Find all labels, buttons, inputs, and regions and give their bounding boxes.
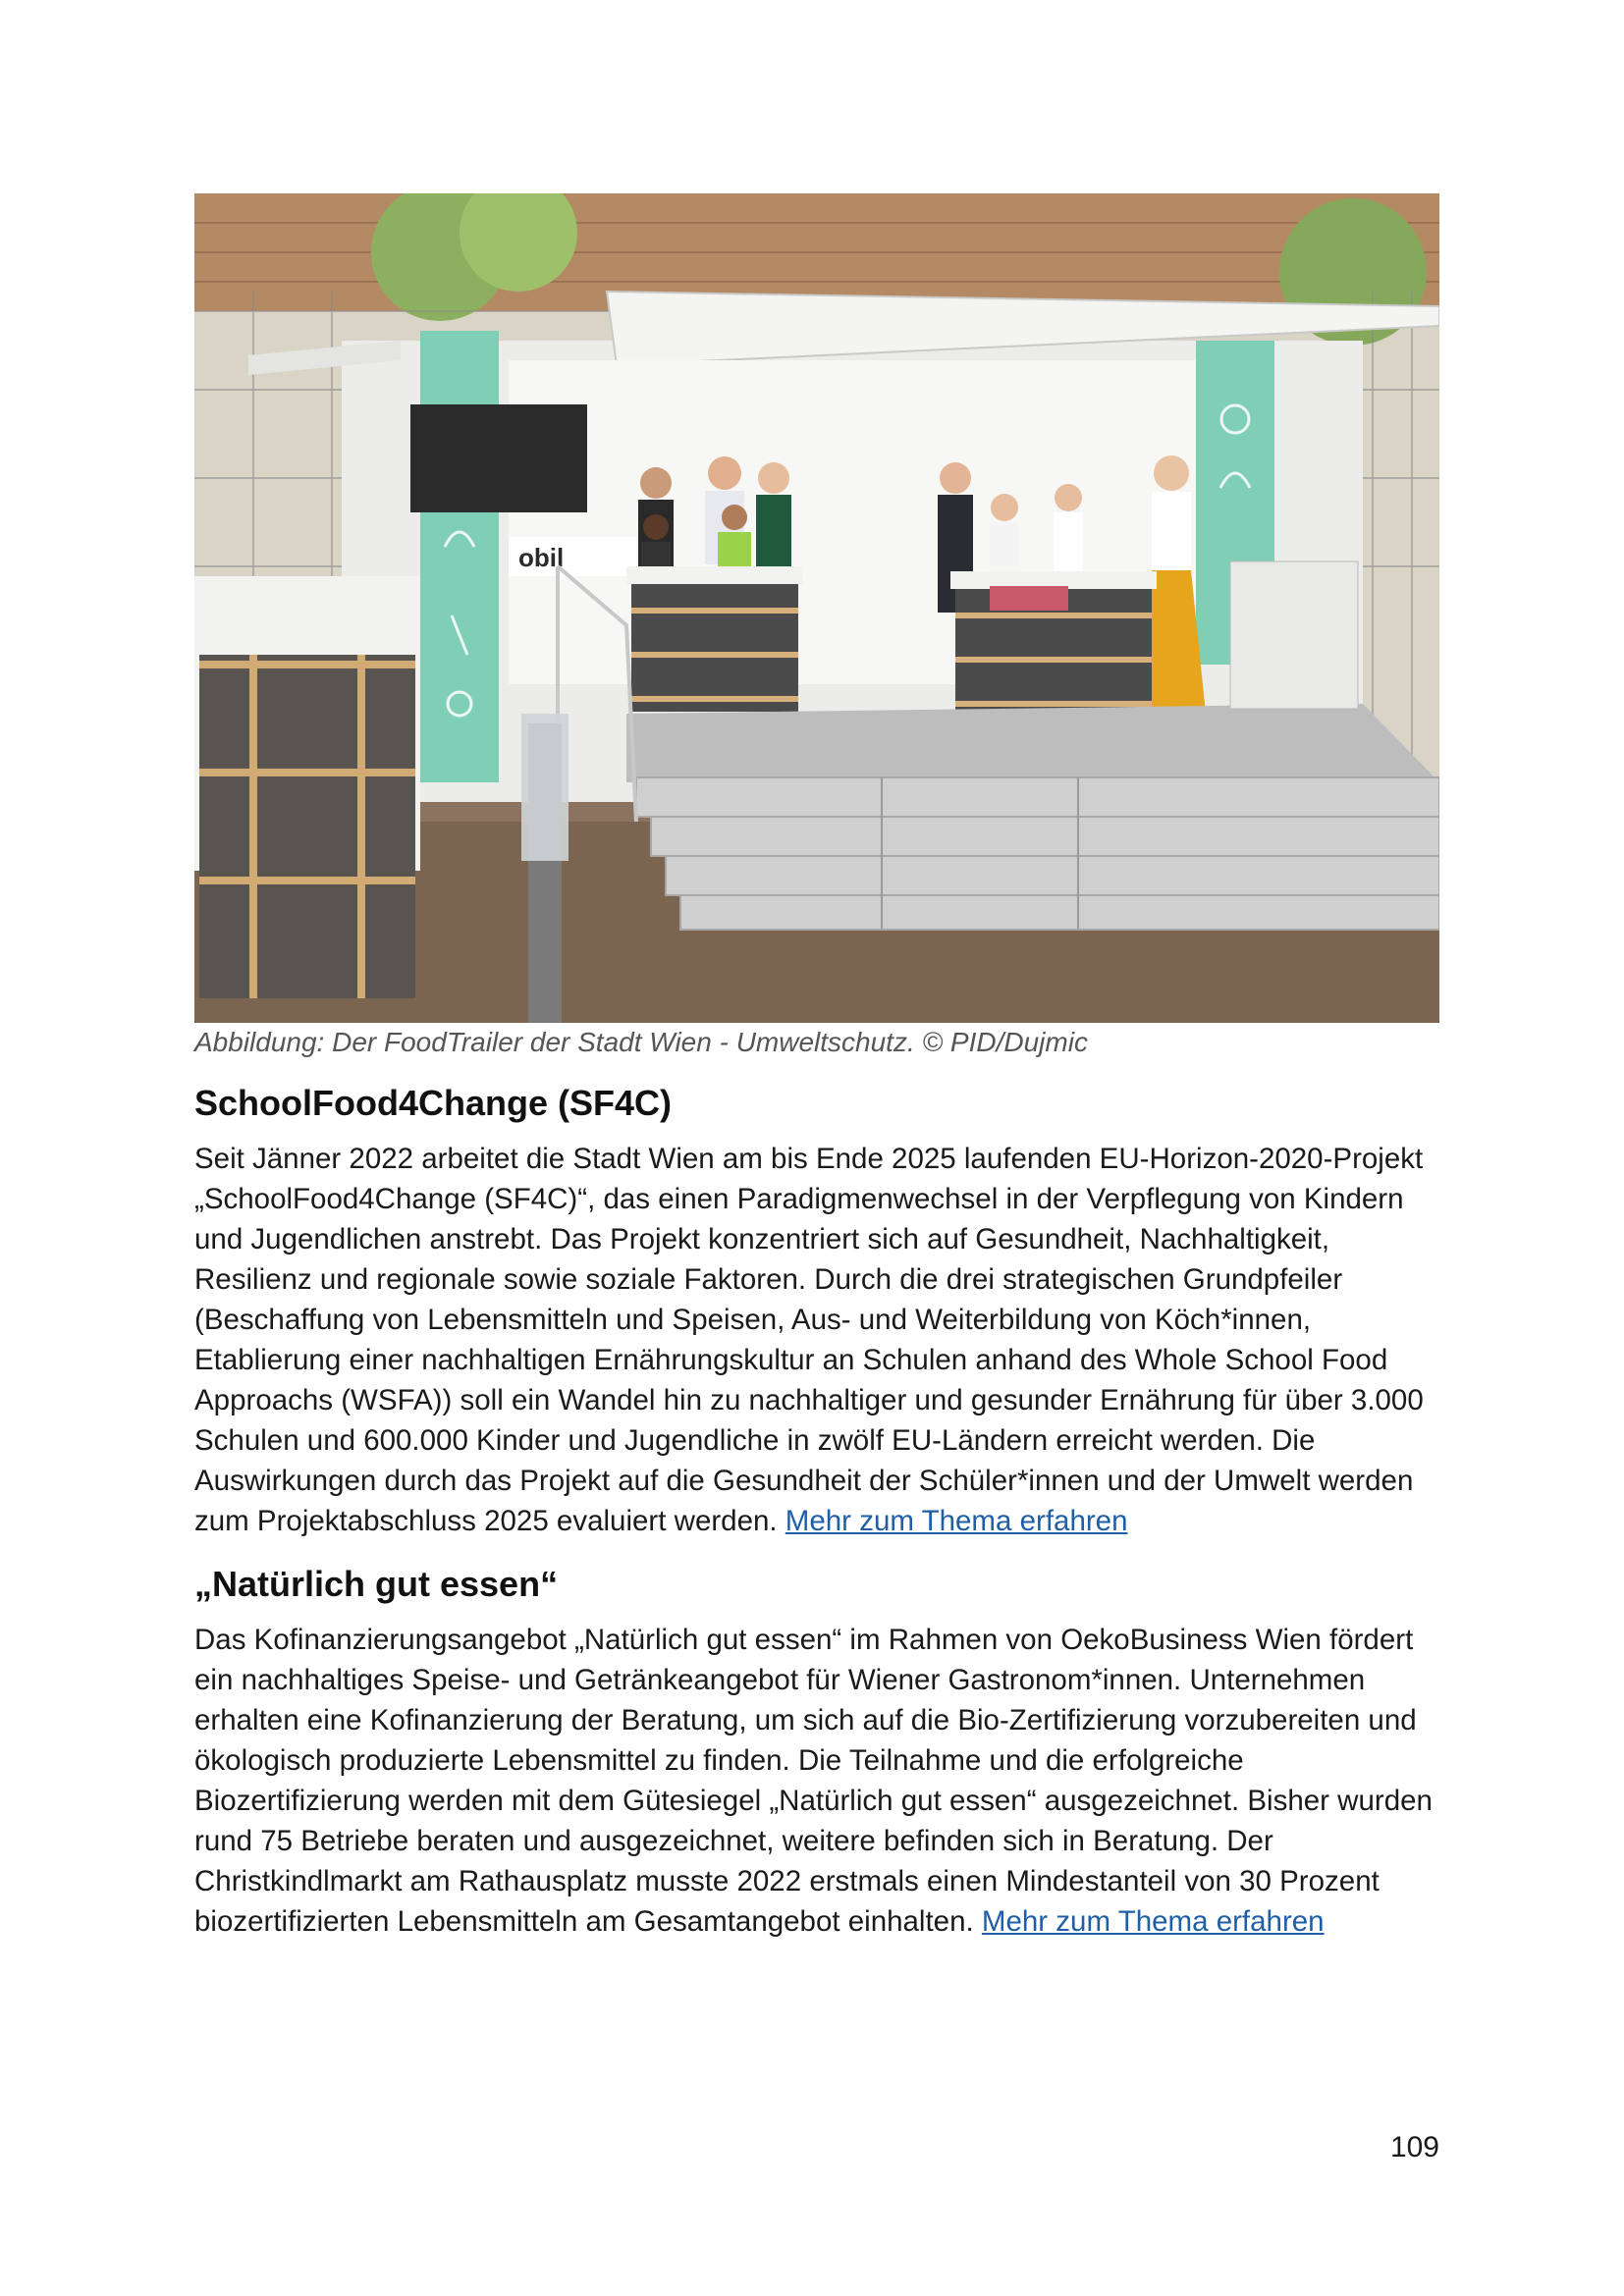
section-heading-sf4c: SchoolFood4Change (SF4C) — [194, 1083, 672, 1123]
sf4c-body-text: Seit Jänner 2022 arbeitet die Stadt Wien am bis Ende 2025 laufenden EU-Horizon-2020-Projekt „SchoolFood4Change (SF4C)“, das einen Paradigmenwechsel in der Verpflegung von Kindern und Jugendlichen anstrebt. Das Projekt konzentriert sich auf Gesundheit, Nachhaltigkeit, Resilienz und regionale sowie soziale Faktoren. Durch die drei strategischen Grundpfeiler (Beschaffung von Lebensmitteln und Speisen, Aus- und Weiterbildung von Köch*innen, Etablierung einer nachhaltigen Ernährungskultur an Schulen anhand des Whole School Food Approachs (WSFA)) soll ein Wandel hin zu nachhaltiger und gesunder Ernährung für über 3.000 Schulen und 600.000 Kinder und Jugendliche in zwölf EU-Ländern erreicht werden. Die Auswirkungen durch das Projekt auf die Gesundheit der Schüler*innen und der Umwelt werden zum Projektabschluss 2025 evaluiert werden. — [194, 1143, 1424, 1537]
sf4c-more-link[interactable]: Mehr zum Thema erfahren — [785, 1505, 1128, 1537]
section-heading-natuerlich-gut-essen: „Natürlich gut essen“ — [194, 1564, 559, 1604]
figure-caption: Abbildung: Der FoodTrailer der Stadt Wien - Umweltschutz. © PID/Dujmic — [194, 1027, 1088, 1057]
page-content — [194, 193, 1439, 1942]
section-body-natuerlich-gut-essen — [194, 1620, 1439, 1942]
section-body-sf4c — [194, 1139, 1439, 1541]
page-number: 109 — [1389, 2131, 1439, 2163]
natuerlich-body-text: Das Kofinanzierungsangebot „Natürlich gut essen“ im Rahmen von OekoBusiness Wien fördert ein nachhaltiges Speise- und Getränkeangebot für Wiener Gastronom*innen. Unternehmen erhalten eine Kofinanzierung der Beratung, um sich auf die Bio-Zertifizierung vorzubereiten und ökologisch produzierte Lebensmittel zu finden. Die Teilnahme und die erfolgreiche Biozertifizierung werden mit dem Gütesiegel „Natürlich gut essen“ ausgezeichnet. Bisher wurden rund 75 Betriebe beraten und ausgezeichnet, weitere befinden sich in Beratung. Der Christkindlmarkt am Rathausplatz musste 2022 erstmals einen Mindestanteil von 30 Prozent biozertifizierten Lebensmitteln am Gesamtangebot einhalten. — [194, 1624, 1433, 1938]
svg-text:obil: obil — [518, 543, 565, 572]
natuerlich-more-link[interactable]: Mehr zum Thema erfahren — [981, 1905, 1325, 1938]
foodtrailer-photo — [194, 193, 1439, 1023]
